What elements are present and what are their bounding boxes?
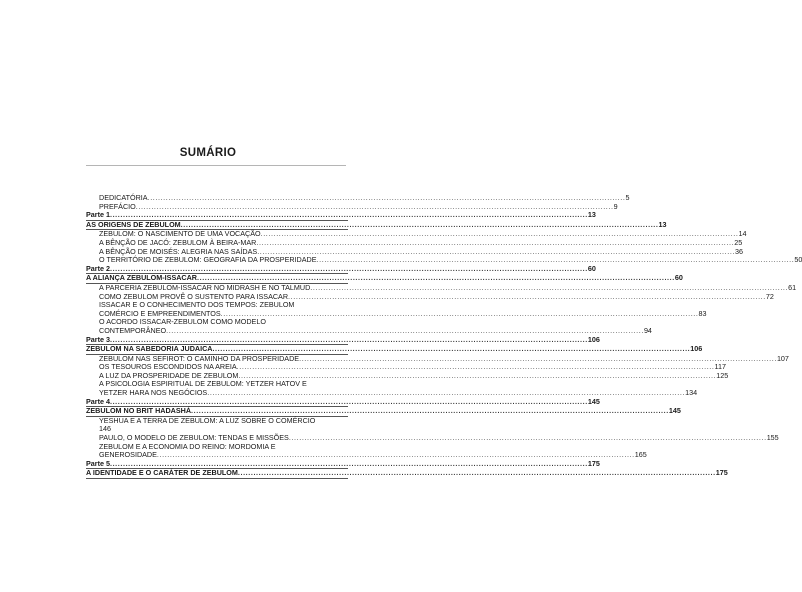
toc-page-number: 125 — [716, 370, 729, 380]
toc-leader-dots — [238, 469, 716, 478]
toc-page-number: 61 — [788, 282, 797, 292]
toc-entry-title: A BÊNÇÃO DE JACÓ: ZEBULOM À BEIRA-MAR — [99, 237, 257, 247]
toc-entry-title: O TERRITÓRIO DE ZEBULOM: GEOGRAFIA DA PROSPERIDADE — [99, 255, 317, 265]
toc-entry-title: YETZER HARA NOS NEGÓCIOS — [99, 388, 208, 398]
toc-entry-title: O ACORDO ISSACAR-ZEBULOM COMO MODELO — [99, 317, 266, 327]
toc-leader-dots — [110, 336, 588, 345]
toc-entry-title: Parte 4 — [86, 396, 110, 406]
toc-entry-title: GENEROSIDADE — [99, 450, 157, 460]
toc-entry-title: A PSICOLOGIA ESPIRITUAL DE ZEBULOM: YETZER HATOV E — [99, 379, 307, 389]
toc-page-number: 134 — [685, 388, 698, 398]
toc-entry — [86, 441, 647, 460]
toc-entry-title: Parte 5 — [86, 458, 110, 468]
toc-entry — [86, 300, 707, 318]
toc-page-number: 155 — [766, 433, 779, 443]
toc-entry-title: A BÊNÇÃO DE MOISÉS: ALEGRIA NAS SAÍDAS — [99, 246, 258, 256]
toc-leader-dots — [197, 274, 675, 283]
page-title: SUMÁRIO — [179, 147, 237, 159]
toc-page-number: 145 — [668, 406, 681, 416]
toc-leader-dots — [288, 293, 766, 302]
toc-entry — [86, 379, 698, 398]
toc-page-number: 117 — [714, 362, 726, 372]
toc-page-number: 60 — [674, 273, 683, 283]
toc-entry-title: ZEBULOM NO BRIT HADASHÁ — [86, 406, 192, 416]
toc-page-number: 5 — [625, 193, 630, 202]
toc-entry-title: ZEBULOM E A ECONOMIA DO REINO: MORDOMIA E — [99, 441, 276, 451]
toc-entry-title: ZEBULOM NAS SEFIROT: O CAMINHO DA PROSPERIDADE — [99, 353, 300, 363]
toc-entry-line — [99, 417, 348, 426]
toc-entry-title: COMÉRCIO E EMPREENDIMENTOS — [99, 308, 221, 318]
toc-page-number: 106 — [587, 334, 600, 344]
toc-entry-title: A LUZ DA PROSPERIDADE DE ZEBULOM — [99, 370, 239, 380]
toc-page-number: 13 — [658, 219, 667, 229]
toc-page-number: 25 — [734, 237, 743, 247]
toc-entry-title: Parte 2 — [86, 263, 110, 273]
toc-section-heading — [86, 468, 728, 479]
toc-page-number: 146 — [99, 424, 111, 434]
toc-leader-dots — [181, 221, 659, 230]
toc-entry-title: PREFÁCIO — [99, 201, 136, 211]
toc-page-number: 14 — [738, 229, 747, 239]
toc-page-number: 165 — [634, 450, 647, 460]
toc-leader-dots — [110, 211, 588, 220]
toc-page-number: 94 — [643, 325, 652, 335]
toc-page-number: 83 — [698, 308, 707, 318]
toc-leader-dots — [110, 265, 588, 274]
toc-page-number: 175 — [587, 458, 600, 468]
toc-leader-dots — [221, 310, 699, 319]
toc-page-number: 36 — [735, 246, 744, 256]
toc-entry-title: A IDENTIDADE E O CARÁTER DE ZEBULOM — [86, 468, 238, 478]
toc-entry-title: COMO ZEBULOM PROVÊ O SUSTENTO PARA ISSACAR — [99, 291, 289, 301]
toc-page-number: 175 — [715, 468, 728, 478]
toc-entry-title: DEDICATÓRIA — [99, 193, 148, 202]
toc-entry-title: ZEBULOM NA SABEDORIA JUDAICA — [86, 344, 213, 354]
toc-page-number: 106 — [690, 344, 703, 354]
toc-entry-title: ZEBULOM: O NASCIMENTO DE UMA VOCAÇÃO — [99, 229, 261, 239]
toc-entry-title: CONTEMPORÂNEO — [99, 325, 167, 335]
toc-leader-dots — [191, 407, 669, 416]
toc-leader-dots — [212, 345, 690, 354]
table-of-contents — [86, 193, 802, 479]
toc-page-number: 107 — [776, 353, 789, 363]
toc-entry — [86, 317, 652, 335]
toc-entry-title: OS TESOUROS ESCONDIDOS NA AREIA — [99, 362, 237, 372]
toc-page-number: 9 — [613, 201, 618, 211]
toc-leader-dots — [110, 460, 588, 469]
toc-leader-dots — [238, 372, 716, 381]
toc-leader-dots — [110, 398, 588, 407]
toc-entry-title: Parte 3 — [86, 334, 110, 344]
toc-page-number: 60 — [587, 263, 596, 273]
toc-leader-dots — [289, 434, 767, 443]
toc-entry-title: A ALIANÇA ZEBULOM-ISSACAR — [86, 273, 197, 283]
toc-entry — [86, 417, 348, 434]
toc-entry-title: ISSACAR E O CONHECIMENTO DOS TEMPOS: ZEBULOM — [99, 300, 295, 310]
toc-page-number: 145 — [587, 396, 600, 406]
toc-entry-title: PAULO, O MODELO DE ZEBULOM: TENDAS E MISSÕES — [99, 433, 289, 443]
toc-page-number: 13 — [587, 210, 596, 220]
toc-entry-title: YESHUA E A TERRA DE ZEBULOM: A LUZ SOBRE O COMÉRCIO — [99, 415, 316, 425]
toc-entry-title: A PARCERIA ZEBULOM-ISSACAR NO MIDRASH E NO TALMUD — [99, 282, 311, 292]
toc-entry-title: AS ORIGENS DE ZEBULOM — [86, 219, 181, 229]
toc-page-number: 72 — [765, 291, 774, 301]
title-divider — [86, 165, 346, 166]
toc-page-number: 50 — [794, 255, 802, 265]
toc-entry-title: Parte 1 — [86, 210, 110, 220]
